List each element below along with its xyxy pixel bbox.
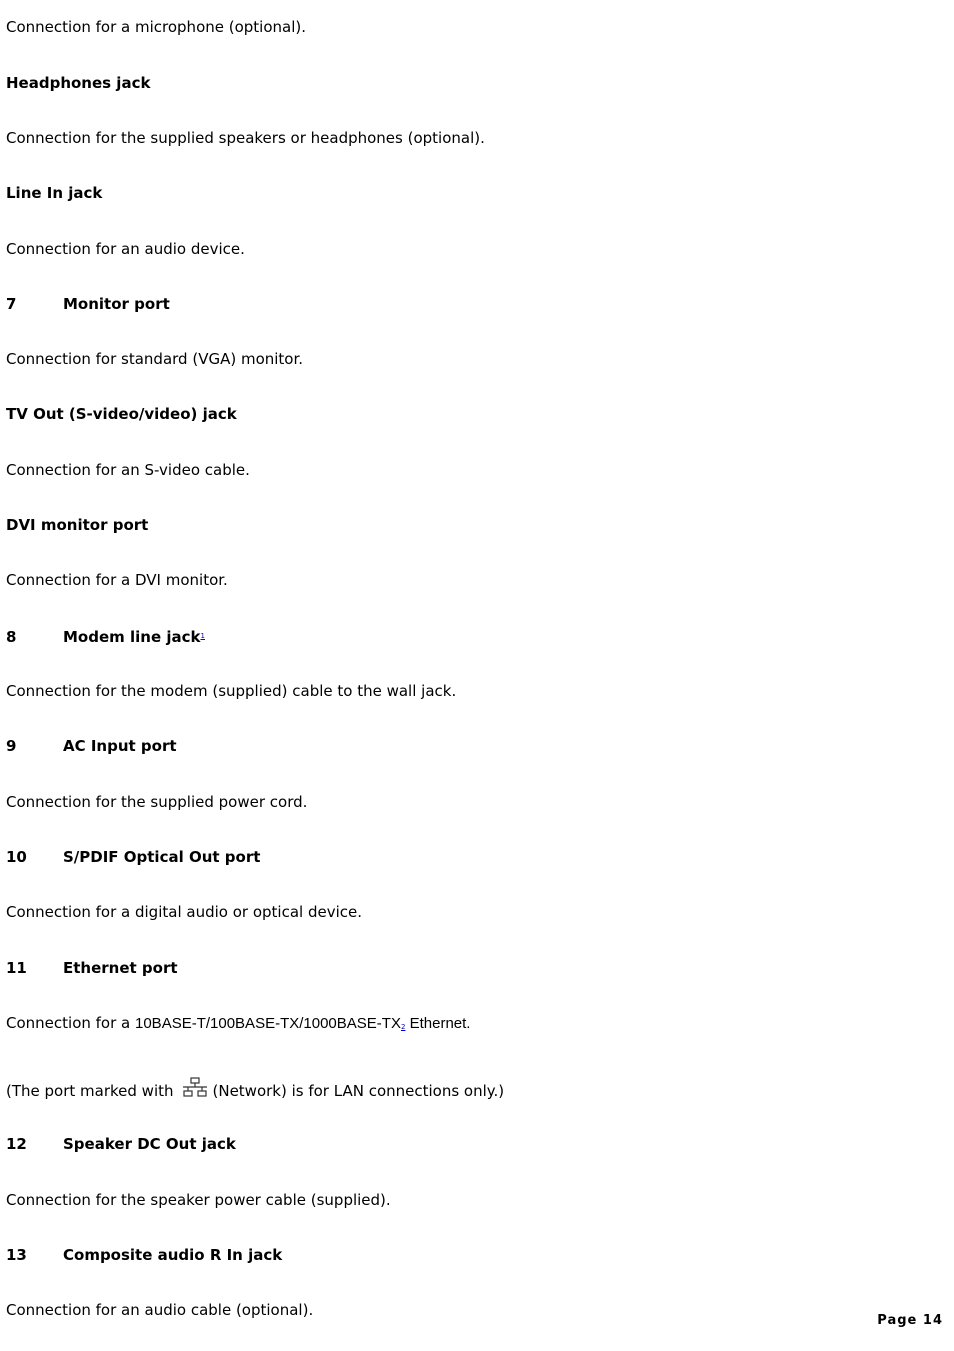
item-title: Modem line jack bbox=[63, 628, 201, 646]
network-note-suffix: (Network) is for LAN connections only.) bbox=[212, 1082, 505, 1100]
tv-out-jack-description: Connection for an S-video cable. bbox=[6, 461, 250, 479]
item-number: 8 bbox=[6, 628, 17, 646]
item-title: Ethernet port bbox=[63, 959, 178, 977]
spdif-optical-out-port-description: Connection for a digital audio or optical device. bbox=[6, 903, 362, 921]
item-number: 11 bbox=[6, 959, 27, 977]
item-number: 13 bbox=[6, 1246, 27, 1264]
modem-line-jack-heading bbox=[6, 626, 205, 646]
modem-line-jack-description: Connection for the modem (supplied) cable to the wall jack. bbox=[6, 682, 457, 700]
ethernet-desc-prefix: Connection for a bbox=[6, 1014, 135, 1032]
item-title: AC Input port bbox=[63, 737, 177, 755]
line-in-jack-heading: Line In jack bbox=[6, 184, 103, 202]
monitor-port-description: Connection for standard (VGA) monitor. bbox=[6, 350, 304, 368]
speaker-dc-out-jack-description: Connection for the speaker power cable (supplied). bbox=[6, 1191, 391, 1209]
ethernet-port-description bbox=[6, 1013, 470, 1033]
footnote-link-2[interactable]: 2 bbox=[400, 1023, 406, 1031]
microphone-description: Connection for a microphone (optional). bbox=[6, 18, 307, 36]
ethernet-standard: 10BASE-T/100BASE-TX/1000BASE-TX bbox=[135, 1015, 401, 1032]
speaker-dc-out-jack-heading bbox=[6, 1134, 236, 1154]
headphones-jack-description: Connection for the supplied speakers or headphones (optional). bbox=[6, 129, 485, 147]
footnote-link-1[interactable]: 1 bbox=[200, 632, 205, 640]
network-port-note bbox=[6, 1077, 504, 1103]
item-title: Composite audio R In jack bbox=[63, 1246, 283, 1264]
item-number: 10 bbox=[6, 848, 27, 866]
ethernet-port-heading bbox=[6, 958, 178, 978]
network-icon bbox=[182, 1077, 208, 1099]
item-number: 9 bbox=[6, 737, 17, 755]
item-title: Speaker DC Out jack bbox=[63, 1135, 236, 1153]
ethernet-desc-suffix: Ethernet. bbox=[405, 1015, 471, 1032]
network-note-prefix: (The port marked with bbox=[6, 1082, 174, 1100]
item-title: Monitor port bbox=[63, 295, 170, 313]
monitor-port-heading bbox=[6, 294, 170, 314]
line-in-jack-description: Connection for an audio device. bbox=[6, 240, 245, 258]
dvi-monitor-port-heading: DVI monitor port bbox=[6, 516, 149, 534]
item-number: 12 bbox=[6, 1135, 27, 1153]
dvi-monitor-port-description: Connection for a DVI monitor. bbox=[6, 571, 228, 589]
ac-input-port-description: Connection for the supplied power cord. bbox=[6, 793, 308, 811]
composite-audio-r-in-jack-description: Connection for an audio cable (optional). bbox=[6, 1301, 314, 1319]
spdif-optical-out-port-heading bbox=[6, 847, 260, 867]
item-title: S/PDIF Optical Out port bbox=[63, 848, 261, 866]
headphones-jack-heading: Headphones jack bbox=[6, 74, 151, 92]
item-number: 7 bbox=[6, 295, 17, 313]
tv-out-jack-heading: TV Out (S-video/video) jack bbox=[6, 405, 237, 423]
page-number: Page 14 bbox=[877, 1313, 943, 1328]
composite-audio-r-in-jack-heading bbox=[6, 1245, 282, 1265]
ac-input-port-heading bbox=[6, 736, 177, 756]
